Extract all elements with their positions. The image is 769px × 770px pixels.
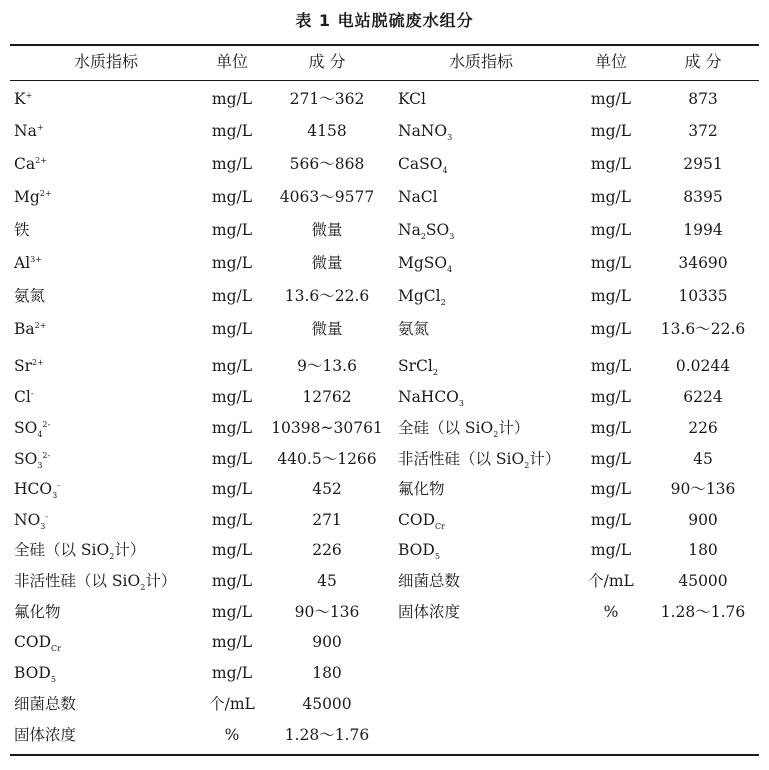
indicator-right xyxy=(398,89,426,109)
indicator-right xyxy=(398,571,460,591)
indicator-superscript: 2+ xyxy=(32,357,44,367)
content-left: 90～136 xyxy=(294,603,360,621)
unit-right: mg/L xyxy=(590,90,632,108)
unit-left: mg/L xyxy=(211,419,253,437)
content-right: 1.28～1.76 xyxy=(660,603,746,621)
unit-left: 个/mL xyxy=(209,695,255,713)
indicator-right xyxy=(398,418,529,438)
indicator-left xyxy=(14,319,46,339)
content-right: 10335 xyxy=(678,287,728,305)
content-right: 226 xyxy=(688,419,718,437)
unit-left: mg/L xyxy=(211,480,253,498)
indicator-text: NaNO xyxy=(398,122,448,140)
indicator-left xyxy=(14,418,50,438)
indicator-subscript: Cr xyxy=(435,522,445,532)
content-left: 180 xyxy=(312,664,342,682)
content-right: 45 xyxy=(693,450,713,468)
indicator-right xyxy=(398,220,454,240)
indicator-right xyxy=(398,286,446,306)
indicator-subscript: 2 xyxy=(109,552,115,562)
header-unit-left: 单位 xyxy=(215,52,248,71)
indicator-left xyxy=(14,663,56,683)
indicator-right xyxy=(398,510,445,530)
indicator-subscript: 2 xyxy=(524,461,530,471)
unit-right: mg/L xyxy=(590,388,632,406)
indicator-text: COD xyxy=(14,633,51,651)
indicator-text: 非活性硅（以 SiO xyxy=(14,572,141,590)
indicator-right xyxy=(398,479,445,499)
content-right: 900 xyxy=(688,511,718,529)
indicator-left xyxy=(14,725,76,745)
indicator-subscript: 3 xyxy=(37,461,43,471)
content-right: 6224 xyxy=(683,388,723,406)
unit-left: mg/L xyxy=(211,541,253,559)
content-right: 873 xyxy=(688,90,718,108)
indicator-text: 非活性硅（以 SiO xyxy=(398,450,525,468)
indicator-text: BOD xyxy=(398,541,435,559)
unit-right: mg/L xyxy=(590,221,632,239)
unit-left: mg/L xyxy=(211,664,253,682)
indicator-subscript: 3 xyxy=(40,522,46,532)
indicator-right xyxy=(398,154,448,174)
indicator-superscript: - xyxy=(30,388,34,398)
unit-left: mg/L xyxy=(211,388,253,406)
unit-left: mg/L xyxy=(211,572,253,590)
indicator-left xyxy=(14,154,47,174)
indicator-right xyxy=(398,387,464,407)
indicator-text: K xyxy=(14,90,26,108)
content-left: 271 xyxy=(312,511,342,529)
indicator-superscript: 2+ xyxy=(34,320,47,330)
indicator-subscript: 4 xyxy=(442,166,448,176)
content-left: 440.5～1266 xyxy=(277,450,377,468)
unit-right: mg/L xyxy=(590,254,632,272)
unit-right: 个/mL xyxy=(588,572,634,590)
unit-right: mg/L xyxy=(590,320,632,338)
indicator-subscript: 2 xyxy=(140,583,146,593)
unit-left: mg/L xyxy=(211,188,253,206)
content-left: 1.28～1.76 xyxy=(284,726,370,744)
unit-left: mg/L xyxy=(211,221,253,239)
header-unit-right: 单位 xyxy=(594,52,627,71)
unit-left: mg/L xyxy=(211,450,253,468)
indicator-left xyxy=(14,571,176,591)
indicator-right xyxy=(398,121,452,141)
header-content-right: 成 分 xyxy=(684,52,722,71)
content-right: 45000 xyxy=(678,572,728,590)
indicator-text: CaSO xyxy=(398,155,443,173)
content-right: 180 xyxy=(688,541,718,559)
indicator-text: 氨氮 xyxy=(14,287,46,305)
indicator-superscript: - xyxy=(45,511,49,521)
indicator-subscript: 2 xyxy=(420,232,426,242)
indicator-left xyxy=(14,356,44,376)
indicator-text: 氟化物 xyxy=(398,480,445,498)
indicator-superscript: + xyxy=(25,90,33,100)
content-left: 452 xyxy=(312,480,342,498)
indicator-subscript: 5 xyxy=(50,675,56,685)
content-left: 45000 xyxy=(302,695,352,713)
unit-right: mg/L xyxy=(590,287,632,305)
indicator-text: 细菌总数 xyxy=(398,572,461,590)
header-indicator-left: 水质指标 xyxy=(73,52,138,71)
indicator-text: 细菌总数 xyxy=(14,695,77,713)
unit-right: mg/L xyxy=(590,450,632,468)
indicator-left xyxy=(14,253,42,273)
indicator-right xyxy=(398,253,452,273)
unit-left: mg/L xyxy=(211,511,253,529)
indicator-subscript: 4 xyxy=(447,265,453,275)
indicator-superscript: 2- xyxy=(42,419,51,429)
unit-left: % xyxy=(224,726,240,744)
unit-right: mg/L xyxy=(590,122,632,140)
indicator-text: HCO xyxy=(14,480,53,498)
indicator-text-tail: 计） xyxy=(114,541,146,559)
indicator-subscript: 2 xyxy=(432,368,438,378)
top-rule xyxy=(10,44,759,46)
content-left: 微量 xyxy=(311,320,343,338)
indicator-left xyxy=(14,632,61,652)
indicator-subscript: 3 xyxy=(52,491,58,501)
unit-left: mg/L xyxy=(211,357,253,375)
content-right: 0.0244 xyxy=(675,357,731,375)
indicator-left xyxy=(14,121,44,141)
unit-right: mg/L xyxy=(590,511,632,529)
unit-left: mg/L xyxy=(211,254,253,272)
unit-right: mg/L xyxy=(590,419,632,437)
indicator-left xyxy=(14,602,61,622)
content-right: 8395 xyxy=(683,188,723,206)
content-right: 1994 xyxy=(683,221,723,239)
content-left: 13.6～22.6 xyxy=(284,287,370,305)
unit-left: mg/L xyxy=(211,90,253,108)
indicator-left xyxy=(14,479,60,499)
indicator-text: 氟化物 xyxy=(14,603,61,621)
content-left: 9～13.6 xyxy=(297,357,357,375)
indicator-text: 固体浓度 xyxy=(398,603,461,621)
indicator-left xyxy=(14,89,32,109)
content-left: 271～362 xyxy=(289,90,365,108)
indicator-right xyxy=(398,540,440,560)
unit-left: mg/L xyxy=(211,287,253,305)
indicator-text: KCl xyxy=(398,90,426,108)
content-right: 13.6～22.6 xyxy=(660,320,746,338)
indicator-text: Ba xyxy=(14,320,35,338)
indicator-text: Al xyxy=(14,254,31,272)
unit-right: mg/L xyxy=(590,480,632,498)
indicator-text-tail: 计） xyxy=(529,450,561,468)
indicator-text: SO xyxy=(14,450,38,468)
indicator-text-tail: 计） xyxy=(145,572,177,590)
indicator-superscript: - xyxy=(57,480,60,490)
indicator-subscript: 3 xyxy=(449,232,455,242)
indicator-text-tail: SO xyxy=(425,221,450,239)
content-left: 微量 xyxy=(311,221,343,239)
unit-left: mg/L xyxy=(211,320,253,338)
indicator-text: MgCl xyxy=(398,287,441,305)
table-title: 表 1 电站脱硫废水组分 xyxy=(295,11,474,30)
indicator-right xyxy=(398,602,460,622)
indicator-text: NaCl xyxy=(398,188,438,206)
content-left: 900 xyxy=(312,633,342,651)
unit-left: mg/L xyxy=(211,633,253,651)
indicator-right xyxy=(398,356,438,376)
indicator-right xyxy=(398,187,438,207)
unit-right: mg/L xyxy=(590,541,632,559)
indicator-text: Cl xyxy=(14,388,31,406)
indicator-subscript: 3 xyxy=(458,399,464,409)
content-left: 12762 xyxy=(302,388,352,406)
header-content-left: 成 分 xyxy=(308,52,346,71)
unit-left: mg/L xyxy=(211,603,253,621)
indicator-text: NaHCO xyxy=(398,388,459,406)
indicator-left xyxy=(14,540,145,560)
indicator-text: 铁 xyxy=(14,221,30,239)
indicator-superscript: 2+ xyxy=(35,155,47,165)
indicator-right xyxy=(398,449,560,469)
indicator-text: Na xyxy=(398,221,421,239)
indicator-left xyxy=(14,694,76,714)
indicator-left xyxy=(14,510,48,530)
indicator-text: Ca xyxy=(14,155,36,173)
indicator-text: SrCl xyxy=(398,357,433,375)
indicator-left xyxy=(14,220,30,240)
indicator-left xyxy=(14,187,52,207)
indicator-text: 全硅（以 SiO xyxy=(14,541,110,559)
indicator-subscript: 3 xyxy=(447,133,453,143)
indicator-text: Na xyxy=(14,122,37,140)
indicator-text: Sr xyxy=(14,357,33,375)
bottom-rule xyxy=(10,754,759,756)
content-left: 45 xyxy=(317,572,337,590)
content-left: 4063～9577 xyxy=(279,188,375,206)
content-right: 372 xyxy=(688,122,718,140)
indicator-left xyxy=(14,286,45,306)
header-rule xyxy=(10,80,759,81)
indicator-text: 全硅（以 SiO xyxy=(398,419,494,437)
indicator-left xyxy=(14,449,50,469)
content-left: 226 xyxy=(312,541,342,559)
content-left: 微量 xyxy=(311,254,343,272)
content-left: 10398~30761 xyxy=(271,419,383,437)
unit-left: mg/L xyxy=(211,155,253,173)
indicator-subscript: 5 xyxy=(434,552,440,562)
indicator-superscript: 3+ xyxy=(30,254,42,264)
indicator-subscript: 2 xyxy=(440,298,446,308)
unit-right: % xyxy=(603,603,619,621)
content-left: 566～868 xyxy=(289,155,365,173)
unit-left: mg/L xyxy=(211,122,253,140)
indicator-superscript: + xyxy=(36,122,44,132)
indicator-text: MgSO xyxy=(398,254,448,272)
unit-right: mg/L xyxy=(590,155,632,173)
indicator-subscript: 4 xyxy=(37,430,43,440)
unit-right: mg/L xyxy=(590,357,632,375)
indicator-text: Mg xyxy=(14,188,40,206)
indicator-text: BOD xyxy=(14,664,51,682)
indicator-text: 氨氮 xyxy=(398,320,430,338)
unit-right: mg/L xyxy=(590,188,632,206)
header-indicator-right: 水质指标 xyxy=(448,52,513,71)
indicator-text: 固体浓度 xyxy=(14,726,77,744)
content-right: 2951 xyxy=(683,155,723,173)
indicator-superscript: 2+ xyxy=(39,188,52,198)
indicator-text: NO xyxy=(14,511,41,529)
indicator-subscript: 2 xyxy=(493,430,499,440)
indicator-text: COD xyxy=(398,511,435,529)
content-right: 90～136 xyxy=(670,480,736,498)
content-left: 4158 xyxy=(307,122,347,140)
indicator-subscript: Cr xyxy=(51,644,61,654)
indicator-left xyxy=(14,387,34,407)
indicator-superscript: 2- xyxy=(42,450,51,460)
indicator-text: SO xyxy=(14,419,38,437)
indicator-right xyxy=(398,319,429,339)
indicator-text-tail: 计） xyxy=(498,419,530,437)
content-right: 34690 xyxy=(678,254,728,272)
